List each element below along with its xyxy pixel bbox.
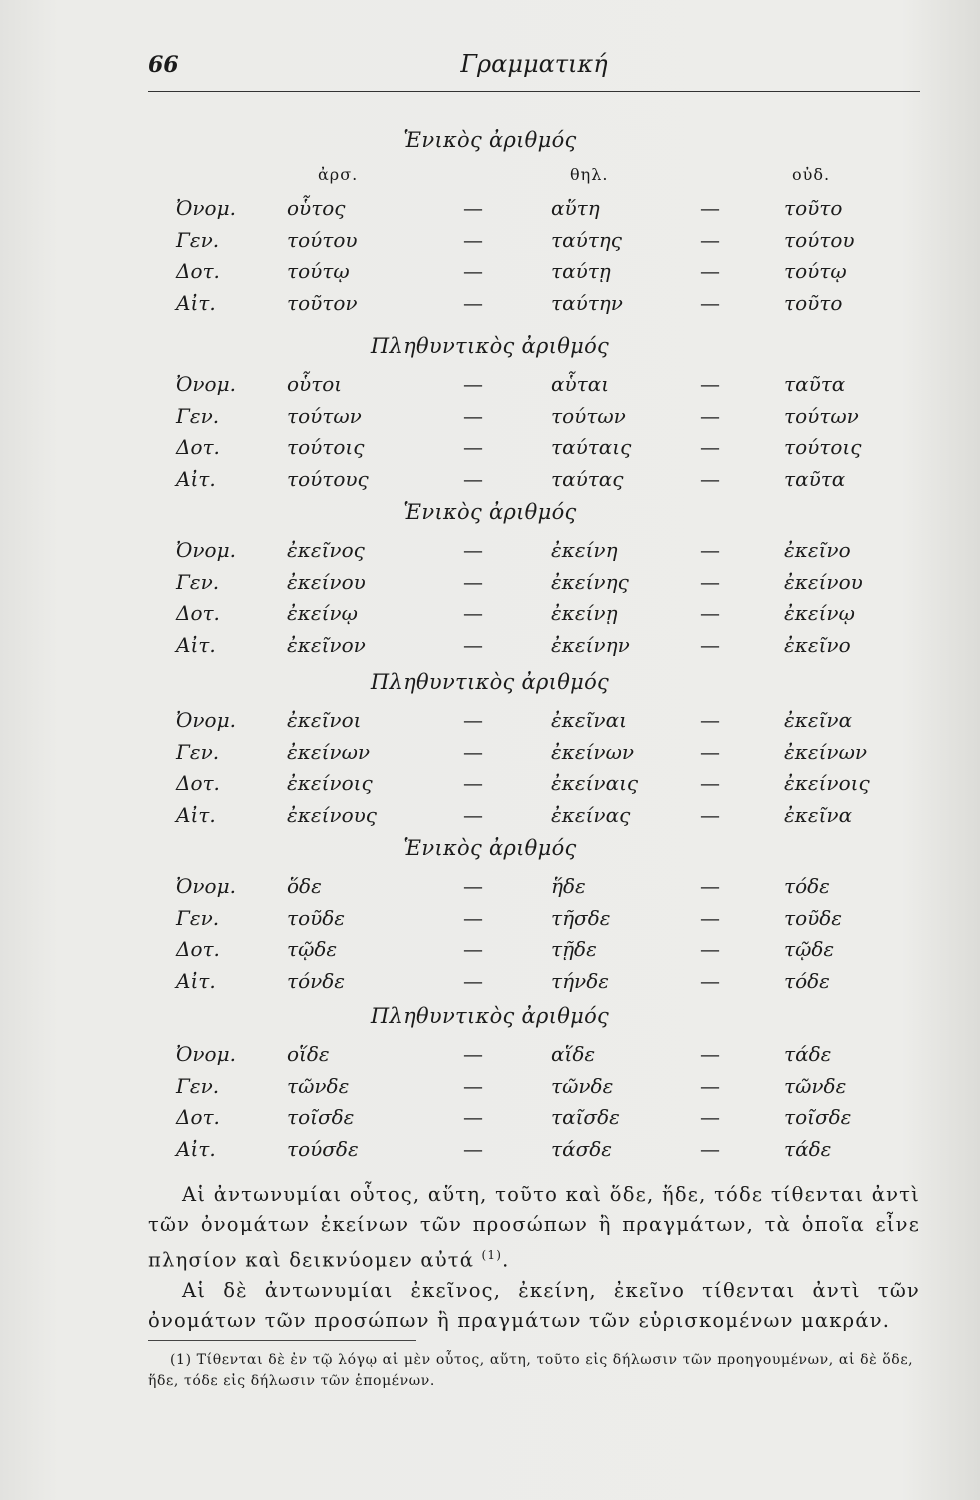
- case-label: Δοτ.: [176, 1105, 220, 1129]
- masculine-form: οὗτοι: [287, 372, 343, 396]
- dash: —: [700, 708, 720, 732]
- table-row: [0, 740, 980, 770]
- neuter-form: τοῦτο: [784, 196, 843, 220]
- neuter-form: τούτων: [784, 403, 859, 428]
- neuter-form: τόδε: [784, 968, 830, 993]
- dash: —: [463, 403, 483, 428]
- case-label: Αἰτ.: [176, 466, 216, 491]
- table-row: [0, 601, 980, 631]
- neuter-form: ἐκεῖνο: [784, 538, 851, 562]
- neuter-form: τοῦτο: [784, 290, 843, 315]
- dash: —: [463, 739, 483, 764]
- table-row: [0, 538, 980, 568]
- paragraph-far-pronouns: Αἱ δὲ ἀντωνυμίαι ἐκεῖνος, ἐκείνη, ἐκεῖνο τίθενται ἀντὶ τῶν ὀνομάτων τῶν προσώπων ἢ πραγμάτων τῶν εὑρισκομένων μακράν.: [148, 1278, 920, 1332]
- neuter-form: τούτῳ: [784, 259, 847, 283]
- case-label: Γεν.: [176, 905, 220, 930]
- dash: —: [700, 739, 720, 764]
- table-row: [0, 435, 980, 465]
- neuter-form: ἐκείνων: [784, 739, 868, 764]
- dash: —: [463, 538, 483, 562]
- gender-label-masculine: ἀρσ.: [318, 165, 359, 184]
- dash: —: [463, 708, 483, 732]
- masculine-form: τοῖσδε: [287, 1105, 355, 1129]
- neuter-form: τούτου: [784, 227, 855, 252]
- neuter-form: ἐκεῖνο: [784, 632, 851, 657]
- feminine-form: τῆσδε: [551, 905, 611, 930]
- masculine-form: ἐκείνου: [287, 569, 366, 594]
- dash: —: [463, 466, 483, 491]
- table-row: [0, 633, 980, 663]
- dash: —: [463, 632, 483, 657]
- table-title: Ἑνικὸς ἀριθμός: [403, 128, 577, 152]
- masculine-form: τοῦδε: [287, 905, 346, 930]
- feminine-form: ἐκείνων: [551, 739, 635, 764]
- feminine-form: τήνδε: [551, 968, 609, 993]
- neuter-form: τῷδε: [784, 937, 835, 961]
- gender-label-neuter: οὐδ.: [792, 165, 831, 184]
- dash: —: [463, 290, 483, 315]
- feminine-form: ἐκείνας: [551, 802, 631, 827]
- masculine-form: ἐκεῖνος: [287, 538, 365, 562]
- masculine-form: τούτων: [287, 403, 362, 428]
- masculine-form: τούτου: [287, 227, 358, 252]
- dash: —: [463, 1073, 483, 1098]
- neuter-form: τούτοις: [784, 435, 862, 459]
- neuter-form: ταῦτα: [784, 466, 846, 491]
- masculine-form: ὅδε: [287, 874, 322, 898]
- dash: —: [700, 937, 720, 961]
- footnote-reference: (1): [481, 1248, 503, 1262]
- dash: —: [700, 290, 720, 315]
- table-row: [0, 874, 980, 904]
- masculine-form: ἐκείνους: [287, 802, 377, 827]
- feminine-form: τούτων: [551, 403, 626, 428]
- masculine-form: τῷδε: [287, 937, 338, 961]
- gender-label-feminine: θηλ.: [570, 165, 609, 184]
- page-number: 66: [148, 52, 179, 78]
- case-label: Ὀνομ.: [176, 874, 236, 898]
- dash: —: [700, 1042, 720, 1066]
- footnote-rule: [148, 1340, 416, 1341]
- feminine-form: ἐκείνῃ: [551, 601, 618, 625]
- feminine-form: αἵδε: [551, 1042, 596, 1066]
- neuter-form: ἐκεῖνα: [784, 708, 853, 732]
- case-label: Γεν.: [176, 403, 220, 428]
- dash: —: [463, 227, 483, 252]
- dash: —: [463, 259, 483, 283]
- masculine-form: ἐκεῖνον: [287, 632, 366, 657]
- table-row: [0, 404, 980, 434]
- case-label: Γεν.: [176, 227, 220, 252]
- masculine-form: τῶνδε: [287, 1073, 350, 1098]
- dash: —: [700, 968, 720, 993]
- dash: —: [463, 771, 483, 795]
- case-label: Ὀνομ.: [176, 538, 236, 562]
- dash: —: [700, 1136, 720, 1161]
- neuter-form: ἐκείνου: [784, 569, 863, 594]
- dash: —: [700, 905, 720, 930]
- case-label: Ὀνομ.: [176, 372, 236, 396]
- case-label: Γεν.: [176, 569, 220, 594]
- feminine-form: ἐκείνην: [551, 632, 630, 657]
- page-header: [148, 48, 920, 88]
- case-label: Αἰτ.: [176, 290, 216, 315]
- dash: —: [463, 1136, 483, 1161]
- table-row: [0, 467, 980, 497]
- feminine-form: ταύτης: [551, 227, 622, 252]
- dash: —: [700, 372, 720, 396]
- feminine-form: τάσδε: [551, 1136, 612, 1161]
- case-label: Αἰτ.: [176, 632, 216, 657]
- neuter-form: ταῦτα: [784, 372, 846, 396]
- dash: —: [463, 601, 483, 625]
- table-title: Πληθυντικὸς ἀριθμός: [370, 670, 610, 694]
- body-text: [148, 1180, 920, 1336]
- dash: —: [700, 771, 720, 795]
- feminine-form: ἐκείνη: [551, 538, 618, 562]
- table-row: [0, 570, 980, 600]
- dash: —: [700, 1105, 720, 1129]
- dash: —: [463, 1042, 483, 1066]
- feminine-form: αὗται: [551, 372, 610, 396]
- feminine-form: ἥδε: [551, 874, 586, 898]
- dash: —: [700, 466, 720, 491]
- masculine-form: τούτῳ: [287, 259, 350, 283]
- feminine-form: αὕτη: [551, 196, 600, 220]
- dash: —: [463, 1105, 483, 1129]
- feminine-form: ταῖσδε: [551, 1105, 620, 1129]
- header-rule: [148, 91, 920, 92]
- dash: —: [700, 632, 720, 657]
- running-title: Γραμματική: [460, 50, 608, 78]
- masculine-form: τούτοις: [287, 435, 365, 459]
- neuter-form: τάδε: [784, 1136, 832, 1161]
- dash: —: [463, 937, 483, 961]
- dash: —: [463, 968, 483, 993]
- neuter-form: τοῦδε: [784, 905, 843, 930]
- table-title: Πληθυντικὸς ἀριθμός: [370, 334, 610, 358]
- masculine-form: οὗτος: [287, 196, 346, 220]
- neuter-form: τῶνδε: [784, 1073, 847, 1098]
- case-label: Ὀνομ.: [176, 1042, 236, 1066]
- feminine-form: ἐκεῖναι: [551, 708, 627, 732]
- table-row: [0, 1137, 980, 1167]
- dash: —: [700, 259, 720, 283]
- dash: —: [700, 538, 720, 562]
- dash: —: [700, 403, 720, 428]
- dash: —: [463, 802, 483, 827]
- dash: —: [700, 196, 720, 220]
- dash: —: [463, 569, 483, 594]
- dash: —: [700, 601, 720, 625]
- masculine-form: τούτους: [287, 466, 369, 491]
- feminine-form: ταύτας: [551, 466, 624, 491]
- table-row: [0, 228, 980, 258]
- feminine-form: ἐκείνης: [551, 569, 629, 594]
- case-label: Γεν.: [176, 1073, 220, 1098]
- feminine-form: ταύτην: [551, 290, 623, 315]
- dash: —: [700, 435, 720, 459]
- feminine-form: τῶνδε: [551, 1073, 614, 1098]
- table-row: [0, 771, 980, 801]
- table-row: [0, 1074, 980, 1104]
- table-row: [0, 259, 980, 289]
- dash: —: [463, 196, 483, 220]
- case-label: Δοτ.: [176, 771, 220, 795]
- table-row: [0, 969, 980, 999]
- masculine-form: ἐκείνων: [287, 739, 371, 764]
- neuter-form: ἐκείνῳ: [784, 601, 855, 625]
- neuter-form: τάδε: [784, 1042, 832, 1066]
- table-title: Πληθυντικὸς ἀριθμός: [370, 1004, 610, 1028]
- masculine-form: ἐκεῖνοι: [287, 708, 362, 732]
- dash: —: [700, 874, 720, 898]
- case-label: Δοτ.: [176, 435, 220, 459]
- case-label: Γεν.: [176, 739, 220, 764]
- dash: —: [463, 372, 483, 396]
- footnote-text: (1) Τίθενται δὲ ἐν τῷ λόγῳ αἱ μὲν οὗτος, αὕτη, τοῦτο εἰς δήλωσιν τῶν προηγουμένων, αἱ δὲ ὅδε, ἥδε, τόδε εἰς δήλωσιν τῶν ἑπομένων.: [148, 1352, 914, 1389]
- case-label: Ὀνομ.: [176, 196, 236, 220]
- table-row: [0, 196, 980, 226]
- table-title: Ἑνικὸς ἀριθμός: [403, 500, 577, 524]
- masculine-form: τοῦτον: [287, 290, 358, 315]
- masculine-form: ἐκείνῳ: [287, 601, 358, 625]
- feminine-form: ταύταις: [551, 435, 632, 459]
- neuter-form: τόδε: [784, 874, 830, 898]
- case-label: Αἰτ.: [176, 1136, 216, 1161]
- case-label: Δοτ.: [176, 259, 220, 283]
- paragraph-near-pronouns: Αἱ ἀντωνυμίαι οὗτος, αὕτη, τοῦτο καὶ ὅδε, ἥδε, τόδε τίθενται ἀντὶ τῶν ὀνομάτων ἐκείνων τῶν προσώπων ἢ πραγμάτων, τὰ ὁποῖα εἶνε πλησίον καὶ δεικνύομεν αὐτά $^{(1)}$.: [148, 1183, 920, 1272]
- dash: —: [463, 874, 483, 898]
- dash: —: [700, 569, 720, 594]
- footnote: [148, 1350, 920, 1392]
- feminine-form: ταύτῃ: [551, 259, 611, 283]
- case-label: Αἰτ.: [176, 968, 216, 993]
- feminine-form: ἐκείναις: [551, 771, 639, 795]
- masculine-form: τόνδε: [287, 968, 346, 993]
- case-label: Δοτ.: [176, 937, 220, 961]
- dash: —: [700, 1073, 720, 1098]
- neuter-form: ἐκείνοις: [784, 771, 870, 795]
- case-label: Αἰτ.: [176, 802, 216, 827]
- table-row: [0, 1105, 980, 1135]
- neuter-form: τοῖσδε: [784, 1105, 852, 1129]
- dash: —: [700, 227, 720, 252]
- table-row: [0, 708, 980, 738]
- table-row: [0, 906, 980, 936]
- masculine-form: ἐκείνοις: [287, 771, 373, 795]
- table-row: [0, 372, 980, 402]
- dash: —: [700, 802, 720, 827]
- dash: —: [463, 905, 483, 930]
- case-label: Δοτ.: [176, 601, 220, 625]
- masculine-form: οἵδε: [287, 1042, 330, 1066]
- table-row: [0, 1042, 980, 1072]
- feminine-form: τῇδε: [551, 937, 597, 961]
- table-row: [0, 937, 980, 967]
- neuter-form: ἐκεῖνα: [784, 802, 853, 827]
- table-title: Ἑνικὸς ἀριθμός: [403, 836, 577, 860]
- table-row: [0, 291, 980, 321]
- masculine-form: τούσδε: [287, 1136, 359, 1161]
- table-row: [0, 803, 980, 833]
- case-label: Ὀνομ.: [176, 708, 236, 732]
- dash: —: [463, 435, 483, 459]
